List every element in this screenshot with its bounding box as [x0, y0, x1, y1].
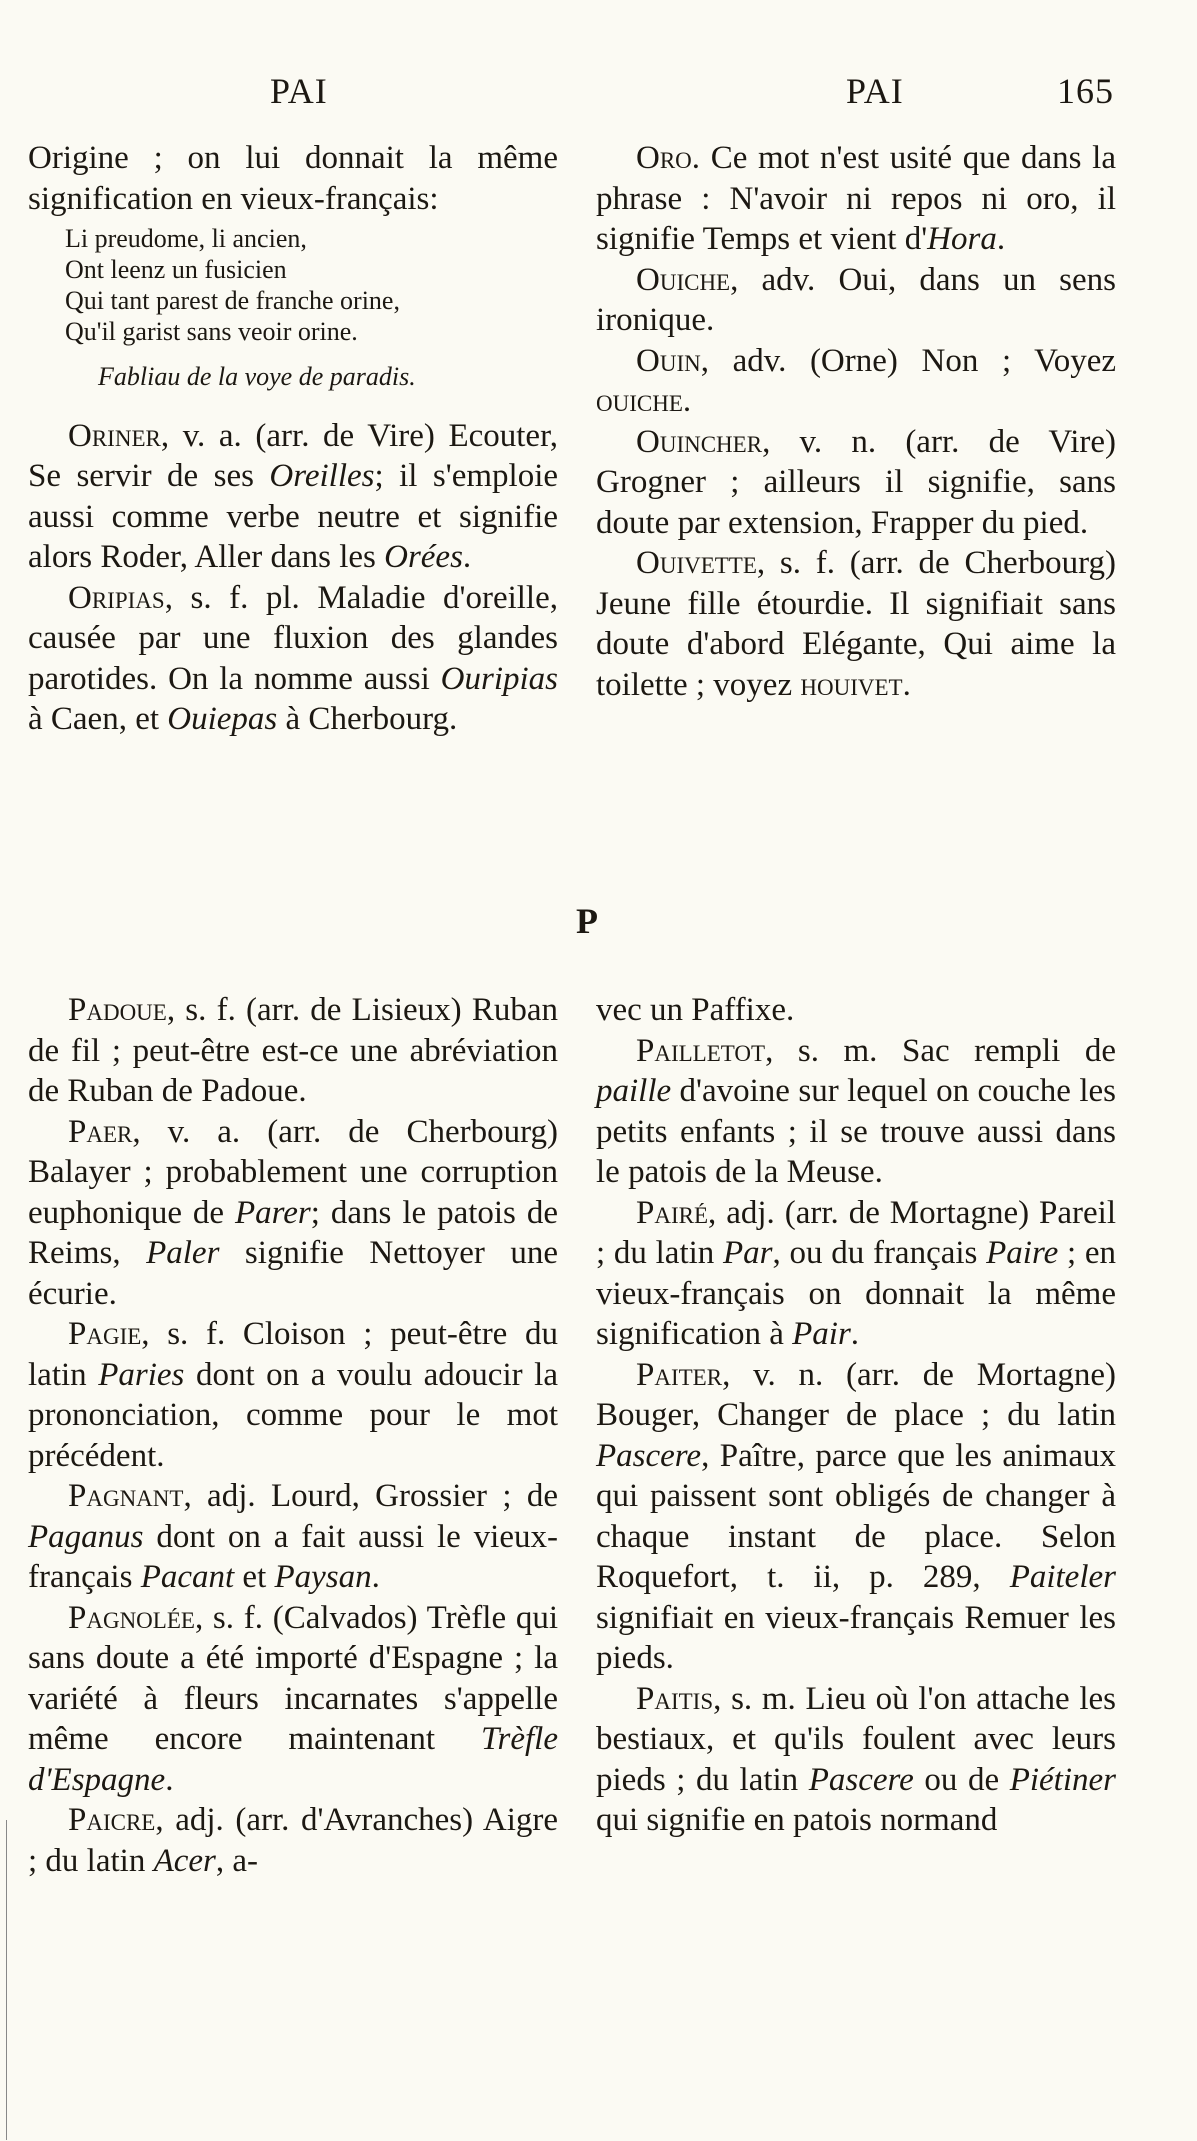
- column-top-right: [596, 138, 1116, 705]
- headword: Oripias: [68, 579, 165, 616]
- headword: Paitis: [636, 1680, 714, 1717]
- section-letter: P: [576, 901, 598, 941]
- entry-oro: Oro. Ce mot n'est usité que dans la phrase : N'avoir ni repos ni oro, il signifie Temps et vient d'Hora.: [596, 140, 1116, 257]
- column-bottom-right: [596, 990, 1116, 1841]
- entry-oripias: Oripias, s. f. pl. Maladie d'oreille, causée par une fluxion des glandes parotides. On la nomme aussi Ouripias à Caen, et Ouiepas à Cherbourg.: [28, 579, 558, 737]
- entry-pailletot: Pailletot, s. m. Sac rempli de paille d'avoine sur lequel on couche les petits enfants ; il se trouve aussi dans le patois de la Meuse.: [596, 1032, 1116, 1190]
- headword: Paer: [68, 1113, 133, 1150]
- verse-quotation: [65, 223, 558, 347]
- headword: Oriner: [68, 417, 161, 454]
- scan-margin-line: [6, 1820, 7, 2140]
- entry-ouivette: Ouivette, s. f. (arr. de Cherbourg) Jeune fille étourdie. Il signifiait sans doute d'abord Elégante, Qui aime la toilette ; voyez houivet.: [596, 545, 1116, 703]
- entry-pagie: Pagie, s. f. Cloison ; peut-être du latin Paries dont on a voulu adoucir la prononciation, comme pour le mot précédent.: [28, 1316, 558, 1474]
- running-head-right: PAI: [846, 71, 904, 111]
- entry-ouiche: Ouiche, adv. Oui, dans un sens ironique.: [596, 261, 1116, 338]
- entry-continuation: vec un Paffixe.: [596, 992, 795, 1028]
- headword: Ouincher: [636, 423, 763, 460]
- entry-paiter: Paiter, v. n. (arr. de Mortagne) Bouger, Changer de place ; du latin Pascere, Paître, parce que les animaux qui paissent sont obligés de changer à chaque instant de place. Selon Roquefort, t. ii, p. 289, Paiteler signifiait en vieux-français Remuer les pieds.: [596, 1356, 1116, 1676]
- running-head-left: PAI: [270, 71, 328, 111]
- entry-padoue: Padoue, s. f. (arr. de Lisieux) Ruban de fil ; peut-être est-ce une abréviation de Ruban de Padoue.: [28, 992, 558, 1109]
- entry-paer: Paer, v. a. (arr. de Cherbourg) Balayer ; probablement une corruption euphonique de Parer; dans le patois de Reims, Paler signifie Nettoyer une écurie.: [28, 1113, 558, 1312]
- headword: Padoue: [68, 992, 167, 1028]
- verse-line: Qui tant parest de franche orine,: [65, 286, 400, 315]
- column-top-left: [28, 138, 558, 740]
- column-bottom-left: [28, 990, 558, 1881]
- headword: Paiter: [636, 1356, 723, 1393]
- headword: Pagnolée: [68, 1599, 195, 1636]
- entry-paicre: Paicre, adj. (arr. d'Avranches) Aigre ; du latin Acer, a-: [28, 1802, 558, 1879]
- headword: Pairé: [636, 1194, 709, 1231]
- entry-continuation: Origine ; on lui donnait la même signification en vieux-français:: [28, 140, 558, 217]
- headword: Ouiche: [636, 261, 731, 298]
- entry-ouincher: Ouincher, v. n. (arr. de Vire) Grogner ; ailleurs il signifie, sans doute par extension, Frapper du pied.: [596, 423, 1116, 541]
- headword: Ouin: [636, 342, 701, 379]
- headword: Oro: [636, 140, 692, 176]
- entry-paire: Pairé, adj. (arr. de Mortagne) Pareil ; du latin Par, ou du français Paire ; en vieux-français on donnait la même signification à Pair.: [596, 1194, 1116, 1352]
- entry-oriner: Oriner, v. a. (arr. de Vire) Ecouter, Se servir de ses Oreilles; il s'emploie aussi comme verbe neutre et signifie alors Roder, Aller dans les Orées.: [28, 417, 559, 575]
- verse-line: Qu'il garist sans veoir orine.: [65, 317, 358, 346]
- verse-line: Li preudome, li ancien,: [65, 224, 307, 253]
- headword: Ouivette: [636, 545, 757, 581]
- headword: Paicre: [68, 1802, 156, 1838]
- entry-paitis: Paitis, s. m. Lieu où l'on attache les bestiaux, et qu'ils foulent avec leurs pieds ; du latin Pascere ou de Piétiner qui signifie en patois normand: [596, 1680, 1116, 1838]
- entry-pagnolee: Pagnolée, s. f. (Calvados) Trèfle qui sans doute a été importé d'Espagne ; la variété à fleurs incarnates s'appelle même encore maintenant Trèfle d'Espagne.: [28, 1599, 558, 1798]
- entry-pagnant: Pagnant, adj. Lourd, Grossier ; de Paganus dont on a fait aussi le vieux-français Pacant et Paysan.: [28, 1478, 558, 1595]
- entry-ouin: Ouin, adv. (Orne) Non ; Voyez ouiche.: [596, 342, 1116, 419]
- headword: Pagnant: [68, 1478, 184, 1514]
- verse-line: Ont leenz un fusicien: [65, 255, 287, 284]
- headword: Pailletot: [636, 1032, 766, 1069]
- page-number: 165: [1057, 71, 1114, 111]
- verse-source: Fabliau de la voye de paradis.: [98, 362, 416, 391]
- headword: Pagie: [68, 1316, 142, 1352]
